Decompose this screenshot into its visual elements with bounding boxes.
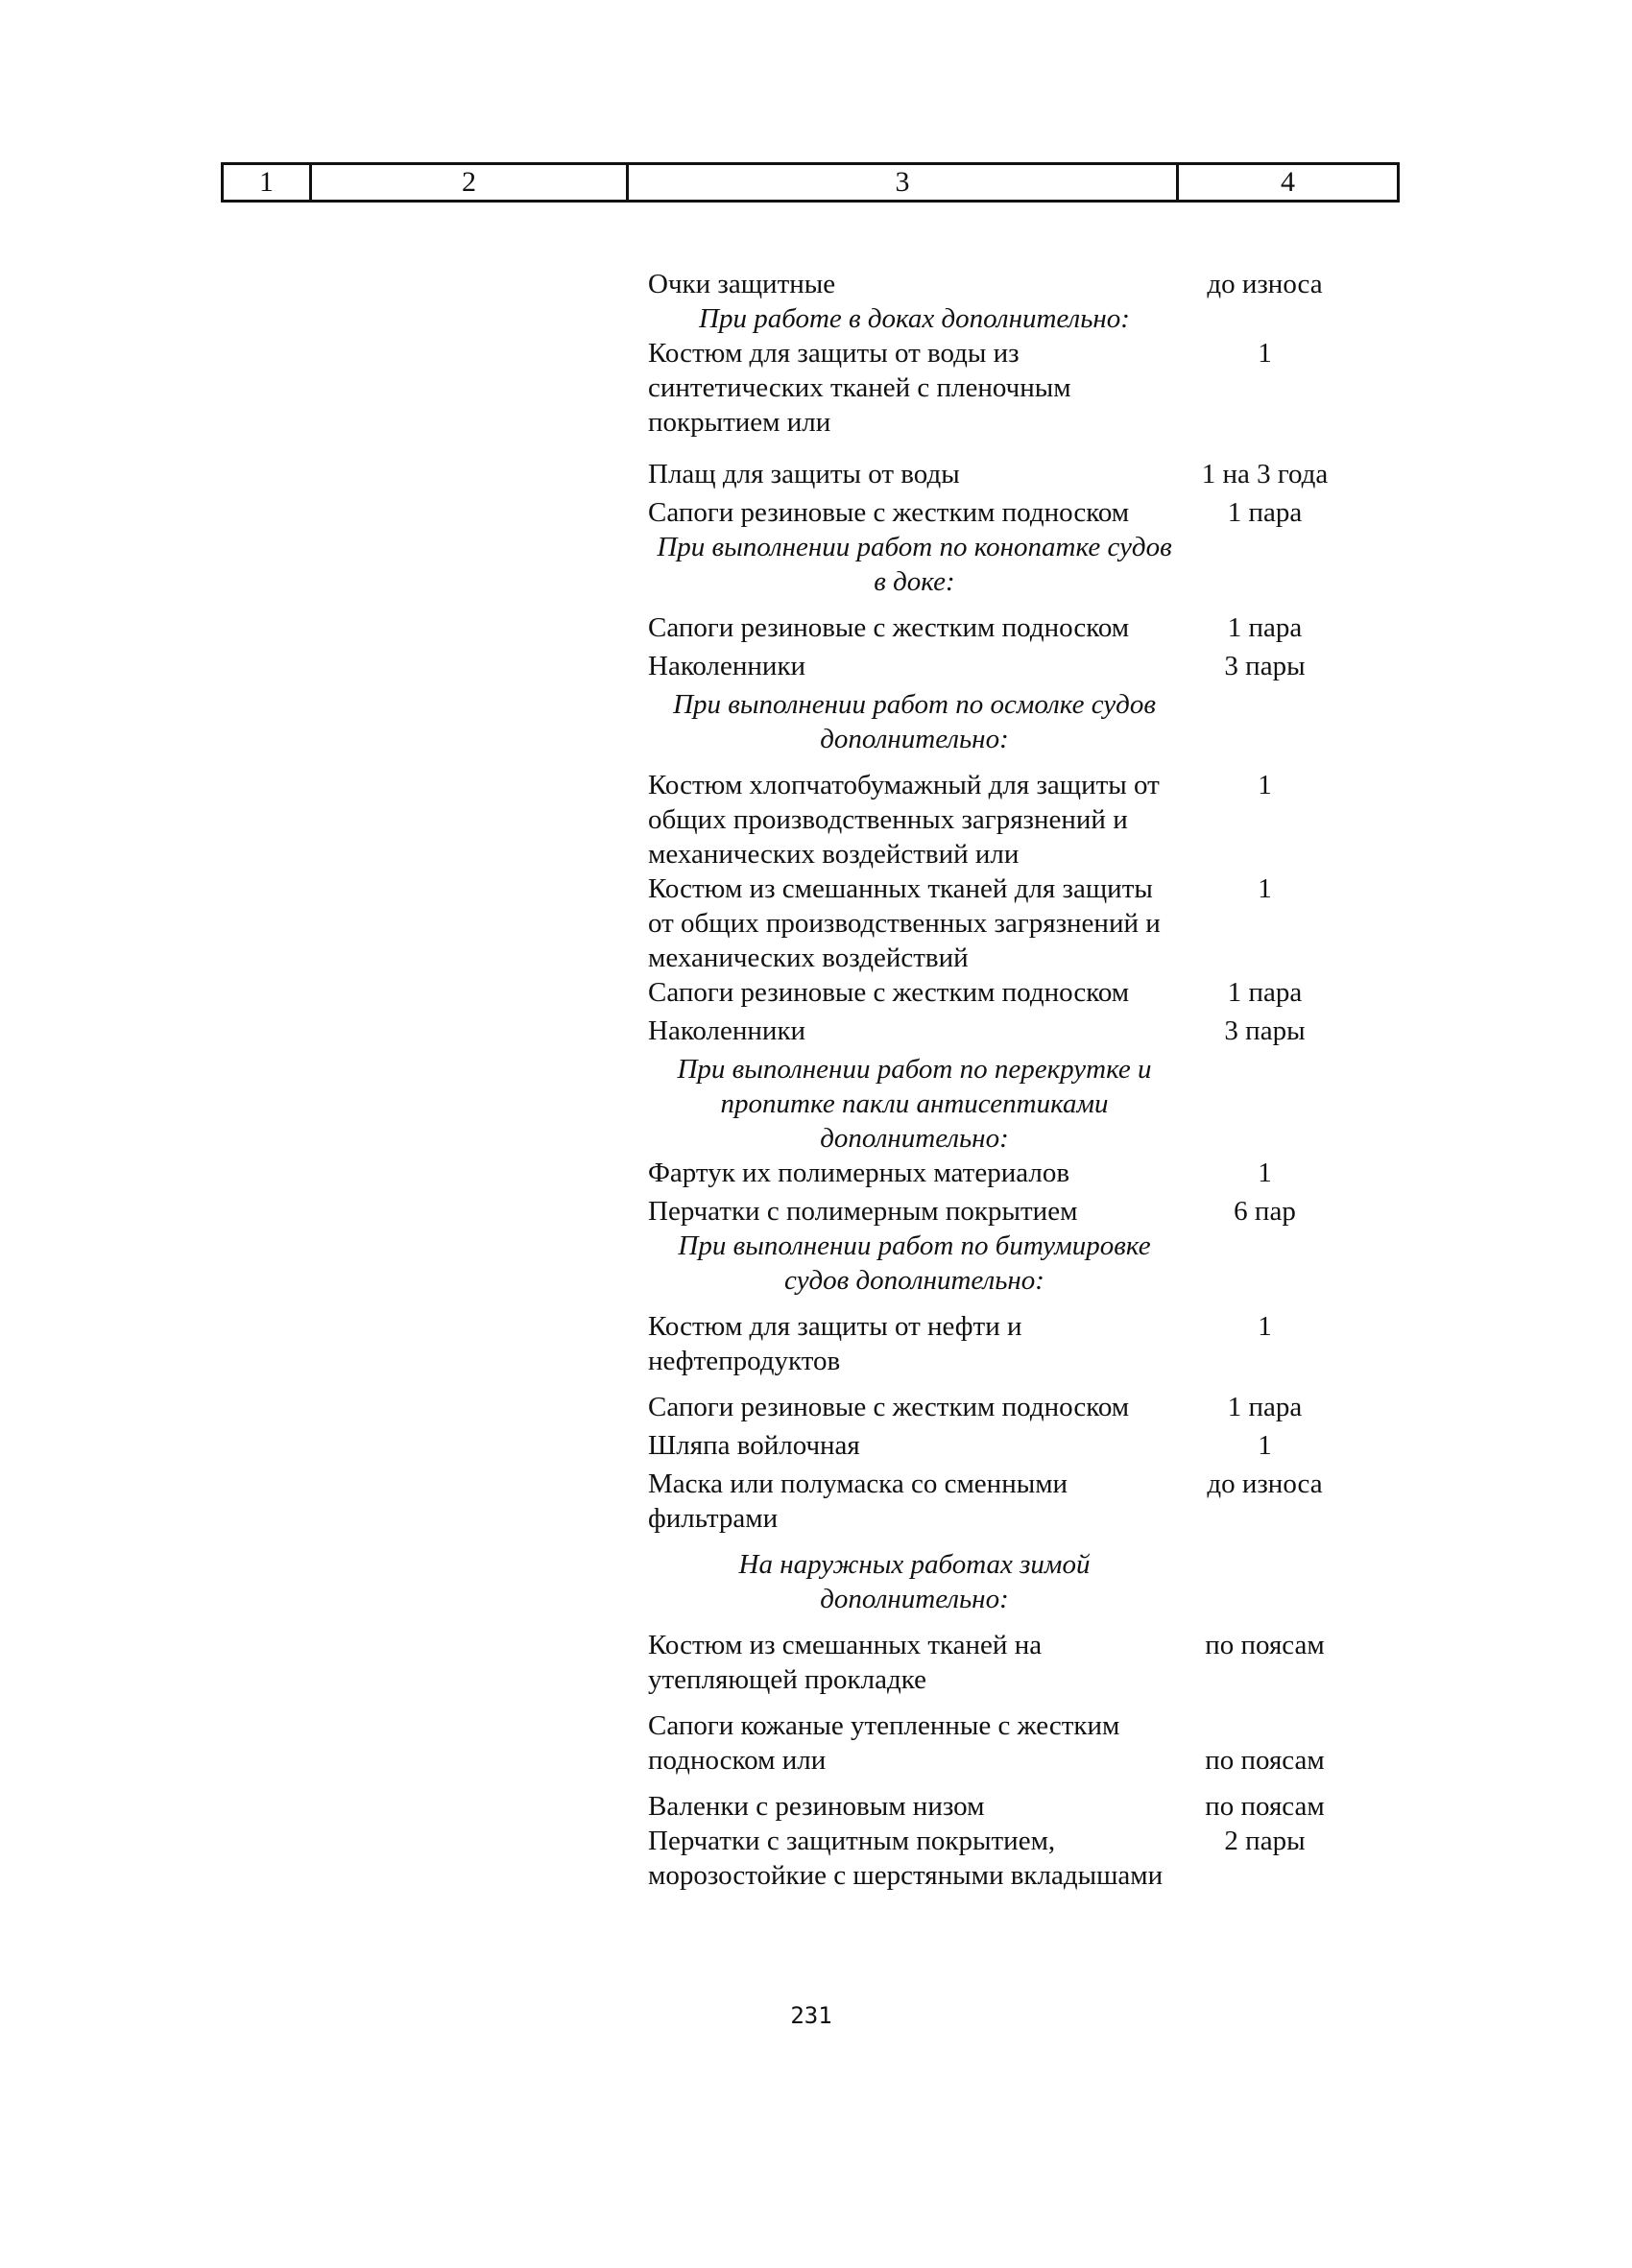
table-header-row: [221, 162, 1400, 203]
item-quantity: 1: [1258, 1311, 1272, 1342]
ppe-item-list: [648, 267, 1378, 1893]
item-name: Сапоги резиновые с жестким подноском: [648, 977, 1130, 1008]
item-quantity: 1: [1258, 770, 1272, 800]
item-quantity: 1: [1258, 1430, 1272, 1461]
item-name: Перчатки с защитным покрытием, морозостойкие с шерстяными вкладышами: [648, 1826, 1164, 1891]
item-name: Маска или полумаска со сменными фильтрами: [648, 1468, 1068, 1534]
list-item: [648, 1467, 1378, 1536]
list-item: [648, 1708, 1378, 1778]
item-quantity: 3 пары: [1224, 1015, 1306, 1046]
item-name: Сапоги резиновые с жестким подноском: [648, 1392, 1130, 1422]
item-name: Костюм для защиты от нефти и нефтепродуктов: [648, 1311, 1022, 1376]
item-name: Сапоги резиновые с жестким подноском: [648, 497, 1130, 528]
item-quantity: 1 пара: [1227, 612, 1303, 643]
list-item: [648, 1390, 1378, 1424]
section-heading: При выполнении работ по конопатке судов в доке:: [657, 532, 1172, 597]
list-item: [648, 1156, 1378, 1190]
item-quantity: 1 пара: [1227, 977, 1303, 1008]
item-quantity: 1 на 3 года: [1201, 459, 1329, 489]
item-quantity: 2 пары: [1224, 1826, 1306, 1856]
column-number-2: 2: [312, 165, 629, 200]
item-quantity: 6 пар: [1234, 1196, 1296, 1227]
item-name: Очки защитные: [648, 269, 836, 299]
item-quantity: до износа: [1207, 1468, 1323, 1499]
section-heading: При выполнении работ по осмолке судов дополнительно:: [673, 689, 1156, 754]
item-name: Костюм из смешанных тканей на утепляющей прокладке: [648, 1630, 1043, 1695]
list-item: [648, 871, 1378, 975]
item-name: Костюм хлопчатобумажный для защиты от общих производственных загрязнений и механических воздействий или: [648, 770, 1160, 870]
item-quantity: 1 пара: [1227, 497, 1303, 528]
list-item: [648, 649, 1378, 683]
list-item: [648, 768, 1378, 871]
list-item: [648, 1824, 1378, 1893]
list-item: [648, 457, 1378, 491]
section-heading: При работе в доках дополнительно:: [699, 303, 1130, 334]
page-number: [0, 2002, 1632, 2029]
item-quantity: 3 пары: [1224, 651, 1306, 681]
list-item: [648, 1309, 1378, 1378]
item-name: Костюм из смешанных тканей для защиты от общих производственных загрязнений и механических воздействий: [648, 873, 1161, 973]
list-item: [648, 1014, 1378, 1048]
item-quantity: 1 пара: [1227, 1392, 1303, 1422]
item-name: Костюм для защиты от воды из синтетических тканей с пленочным покрытием или: [648, 338, 1071, 438]
section-heading: При выполнении работ по битумировке судов дополнительно:: [678, 1230, 1151, 1296]
list-item: [648, 975, 1378, 1010]
section-heading: При выполнении работ по перекрутке и пропитке пакли антисептиками дополнительно:: [677, 1054, 1152, 1154]
item-name: Наколенники: [648, 1015, 806, 1046]
item-name: Плащ для защиты от воды: [648, 459, 960, 489]
column-number-1: 1: [224, 165, 312, 200]
item-name: Сапоги резиновые с жестким подноском: [648, 612, 1130, 643]
list-item: [648, 495, 1378, 530]
item-name: Наколенники: [648, 651, 806, 681]
item-quantity: 1: [1258, 873, 1272, 904]
section-heading: На наружных работах зимой дополнительно:: [738, 1549, 1091, 1614]
list-item: [648, 336, 1378, 440]
item-name: Шляпа войлочная: [648, 1430, 860, 1461]
list-item: [648, 610, 1378, 645]
list-item: [648, 1194, 1378, 1229]
item-name: Фартук их полимерных материалов: [648, 1158, 1070, 1188]
list-item: [648, 1789, 1378, 1824]
item-name: Сапоги кожаные утепленные с жестким подноском или: [648, 1710, 1120, 1776]
item-quantity: по поясам: [1205, 1791, 1325, 1822]
item-quantity: по поясам: [1205, 1630, 1325, 1660]
column-number-4: 4: [1281, 166, 1295, 198]
page-number-text: 231: [790, 2002, 832, 2029]
list-item: [648, 1628, 1378, 1697]
column-number-3: 3: [629, 165, 1179, 200]
item-quantity: 1: [1258, 1158, 1272, 1188]
item-quantity: 1: [1258, 338, 1272, 369]
list-item: [648, 267, 1378, 301]
item-quantity: до износа: [1207, 269, 1323, 299]
item-name: Валенки с резиновым низом: [648, 1791, 985, 1822]
item-name: Перчатки с полимерным покрытием: [648, 1196, 1078, 1227]
item-quantity: по поясам: [1205, 1745, 1325, 1776]
list-item: [648, 1428, 1378, 1463]
